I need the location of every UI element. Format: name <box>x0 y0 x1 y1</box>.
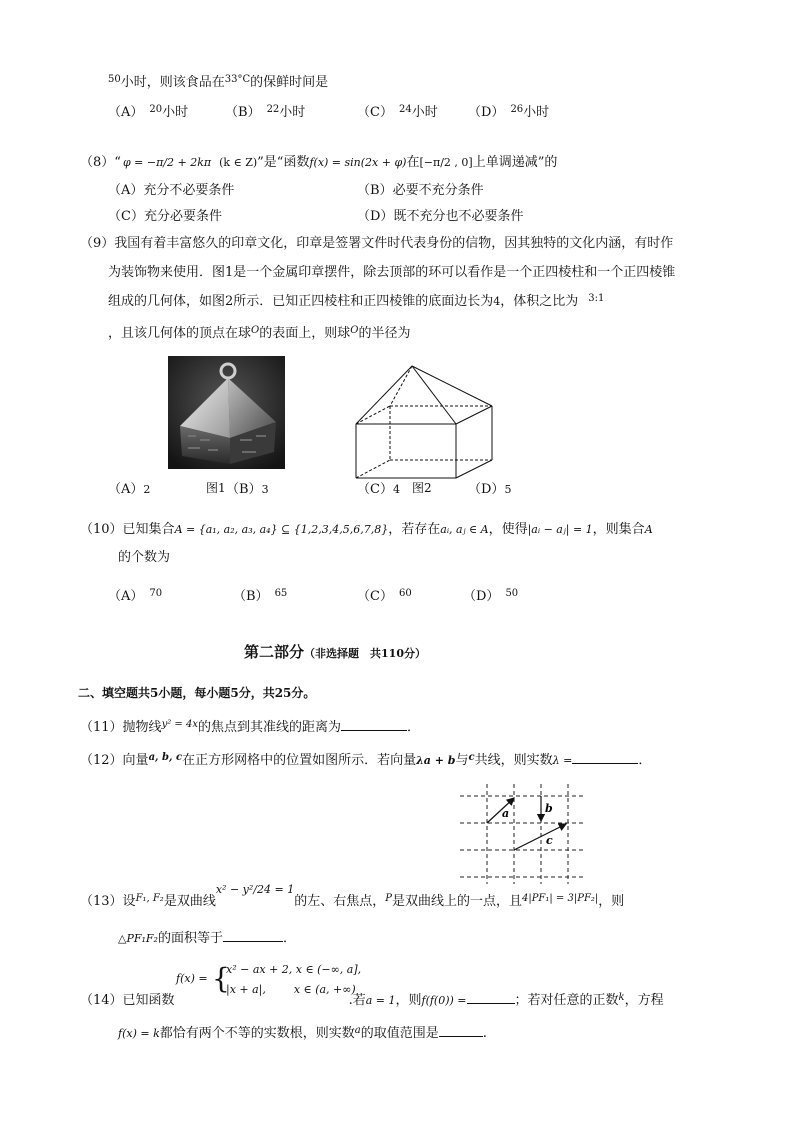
q13-foci: F₁, F₂ <box>135 893 164 904</box>
q13-text: 的左、右焦点， <box>294 894 386 909</box>
q10-option-d[interactable] <box>463 588 518 607</box>
q7-option-d[interactable] <box>468 104 549 123</box>
q10-set-expression: A = {a₁, a₂, a₃, a₄} ⊆ {1,2,3,4,5,6,7,8} <box>174 523 389 536</box>
part-2-title: 第二部分 <box>244 643 305 661</box>
q12-stem <box>80 751 651 771</box>
option-label: （B） <box>225 105 261 120</box>
q14-number: （14） <box>80 993 123 1008</box>
q11-end: ． <box>406 720 420 735</box>
q10-option-b[interactable] <box>233 588 287 607</box>
q7-stem-tail <box>108 74 328 93</box>
section-2-heading: 二、填空题共5小题，每小题5分，共25分。 <box>78 686 316 700</box>
q10-text: ，若存在 <box>388 522 441 537</box>
option-unit: 小时 <box>279 105 306 120</box>
q10-abs-expression: |aᵢ − aⱼ| = 1 <box>527 523 593 536</box>
option-text: 充分必要条件 <box>143 209 222 224</box>
q13-answer-blank[interactable] <box>223 929 283 942</box>
q7-option-c[interactable] <box>357 104 438 123</box>
q14-answer-blank-2[interactable] <box>439 1024 483 1037</box>
q11-answer-blank[interactable] <box>341 718 407 731</box>
q14-a-value: a = 1 <box>365 994 396 1007</box>
q13-text: 是双曲线 <box>163 894 216 909</box>
q7-text-1: 小时，则该食品在 <box>120 75 225 90</box>
option-label: （D） <box>468 105 505 120</box>
option-text: 2 <box>143 483 151 496</box>
q8-text-1: 是“函数 <box>263 155 310 170</box>
q8-number: （8） <box>80 155 115 170</box>
q8-quote-open: “ <box>114 155 121 170</box>
q14-text: 的取值范围是 <box>360 1026 439 1041</box>
q9-text: 的表面上，则球 <box>259 326 351 341</box>
q14-stem-line-2 <box>118 1024 487 1044</box>
q9-stem-line-3 <box>108 293 604 312</box>
option-text: 60 <box>398 588 412 599</box>
option-label: （C） <box>108 209 144 224</box>
q13-text: 的面积等于 <box>157 931 223 946</box>
q11-number: （11） <box>80 720 123 735</box>
q12-grid-figure <box>460 784 584 884</box>
q8-k-condition: (k ∈ Z) <box>219 156 258 169</box>
vector-c-arrow <box>514 824 566 850</box>
option-unit: 小时 <box>523 105 550 120</box>
q13-condition: 4|PF₁| = 3|PF₂| <box>521 893 599 904</box>
figure-1-seal-photo <box>168 356 285 469</box>
q14-equation: f(x) = k <box>118 1027 160 1040</box>
q8-option-c[interactable] <box>108 208 222 226</box>
q9-text: ，且该几何体的顶点在球 <box>108 326 252 341</box>
figure-1-caption: 图1 <box>206 481 226 495</box>
q9-sphere-label: O <box>350 325 359 336</box>
q9-sphere-label: O <box>251 325 260 336</box>
q7-text-2: 的保鲜时间是 <box>250 75 329 90</box>
q10-option-a[interactable] <box>108 588 162 607</box>
q8-option-a[interactable] <box>108 182 234 200</box>
q9-volume-ratio: 3:1 <box>588 293 605 304</box>
q14-f-def: f(x) = <box>176 972 208 985</box>
q9-option-d[interactable] <box>468 481 511 499</box>
q10-elements: aᵢ, aⱼ ∈ A <box>440 523 489 536</box>
q8-phi-expression: φ = −π/2 + 2kπ <box>122 156 212 169</box>
q9-option-a[interactable] <box>108 481 150 499</box>
q11-text: 抛物线 <box>122 720 162 735</box>
vector-a-label: a <box>502 807 510 820</box>
q11-parabola: y² = 4x <box>161 719 198 730</box>
q9-option-c[interactable] <box>357 481 400 499</box>
q9-base-length: 4 <box>493 295 501 308</box>
option-label: （D） <box>468 482 505 497</box>
figure-2-caption: 图2 <box>412 481 432 495</box>
q12-vector-c: c <box>468 752 475 763</box>
q9-stem-line-2 <box>108 264 675 282</box>
q7-option-a[interactable] <box>108 104 188 123</box>
q14-k: k <box>618 992 625 1003</box>
q12-text: 共线，则实数 <box>474 753 553 768</box>
q9-text: ，体积之比为 <box>500 294 579 309</box>
option-text: 50 <box>505 588 519 599</box>
q12-text: 与 <box>455 753 469 768</box>
q7-temperature: 33°C <box>224 74 251 85</box>
option-unit: 小时 <box>162 105 189 120</box>
option-label: （A） <box>108 183 144 198</box>
q10-stem <box>80 521 653 539</box>
q8-quote-close: ” <box>257 155 264 170</box>
q7-hours-value: 50 <box>108 74 121 85</box>
option-label: （C） <box>357 589 393 604</box>
q14-case-2: |x + a|, x ∈ (a, +∞) <box>226 983 356 996</box>
q12-answer-blank[interactable] <box>572 751 638 764</box>
q13-point-p: P <box>385 893 392 904</box>
q13-stem-line-2 <box>118 929 296 948</box>
option-label: （D） <box>463 589 500 604</box>
q14-case-1: x² − ax + 2, x ∈ (−∞, a], <box>226 963 362 976</box>
q14-ff0: f(f(0)) = <box>421 994 467 1007</box>
q9-text: 的半径为 <box>358 326 411 341</box>
q13-text: 设 <box>122 894 136 909</box>
q13-text: 是双曲线上的一点，且 <box>391 894 522 909</box>
q9-text: 我国有着丰富悠久的印章文化，印章是签署文件时代表身份的信物，因其独特的文化内涵，有时作 <box>114 236 674 251</box>
q10-set-a: A <box>644 523 653 536</box>
q14-answer-blank-1[interactable] <box>467 991 515 1004</box>
q12-text: 向量 <box>122 753 149 768</box>
q14-text: 已知函数 <box>122 993 175 1008</box>
q13-stem <box>80 883 625 912</box>
q14-text: ；若对任意的正数 <box>514 993 619 1008</box>
option-value: 26 <box>510 104 524 115</box>
q10-text: ，使得 <box>488 522 528 537</box>
q7-option-b[interactable] <box>225 104 305 123</box>
q12-vectors: a, b, c <box>148 752 183 763</box>
option-unit: 小时 <box>411 105 438 120</box>
part-2-subtitle: （非选择题 共110分） <box>304 647 426 660</box>
option-text: 65 <box>274 588 288 599</box>
option-text: 5 <box>504 483 512 496</box>
vector-a-arrow <box>487 798 514 823</box>
q14-text: ，方程 <box>624 993 664 1008</box>
vector-b-label: b <box>545 802 553 815</box>
q14-brace: { <box>212 962 230 995</box>
q14-a: a <box>354 1025 361 1036</box>
q10-text: ，则集合 <box>592 522 645 537</box>
vector-c-label: c <box>546 834 553 847</box>
option-text: 4 <box>392 483 400 496</box>
option-label: （A） <box>108 589 144 604</box>
option-label: （D） <box>357 209 394 224</box>
q12-text: 在正方形网格中的位置如图所示．若向量 <box>182 753 417 768</box>
q13-end: ． <box>282 931 296 946</box>
q11-text: 的焦点到其准线的距离为 <box>197 720 341 735</box>
q13-number: （13） <box>80 894 123 909</box>
q14-text: .若 <box>348 993 366 1008</box>
q10-stem-line-2: 的个数为 <box>118 550 171 565</box>
option-label: （C） <box>357 482 393 497</box>
q10-text: 已知集合 <box>122 522 175 537</box>
option-text: 充分不必要条件 <box>143 183 235 198</box>
q14-stem <box>80 991 664 1011</box>
q10-number: （10） <box>80 522 123 537</box>
q8-option-d[interactable] <box>357 208 523 226</box>
part-2-heading <box>244 643 426 663</box>
q11-stem <box>80 718 420 738</box>
q13-hyperbola: x² − y²/24 = 1 <box>215 883 295 896</box>
option-value: 24 <box>398 104 412 115</box>
option-value: 20 <box>149 104 163 115</box>
q12-lambda: λ = <box>552 754 573 767</box>
q9-text: 为装饰物来使用．图1是一个金属印章摆件，除去顶部的环可以看作是一个正四棱柱和一个正四棱锥 <box>108 265 676 280</box>
q13-triangle: △PF₁F₂ <box>118 932 158 945</box>
option-label: （C） <box>357 105 393 120</box>
q13-text: ，则 <box>598 894 625 909</box>
q12-combination: λa + b <box>416 754 456 767</box>
option-label: （A） <box>108 105 144 120</box>
option-text: 3 <box>261 483 269 496</box>
q14-end: . <box>482 1026 487 1041</box>
option-text: 既不充分也不必要条件 <box>393 209 524 224</box>
q8-interval: [−π/2 , 0] <box>419 156 473 169</box>
figure-2-geometry-diagram <box>352 364 498 484</box>
q9-option-b[interactable] <box>226 481 269 499</box>
option-label: （B） <box>357 183 393 198</box>
q12-end: ． <box>638 753 652 768</box>
q14-text: ，则 <box>395 993 422 1008</box>
q8-stem <box>80 154 557 172</box>
q8-function: f(x) = sin(2x + φ) <box>309 156 407 169</box>
q8-option-b[interactable] <box>357 182 484 200</box>
option-text: 必要不充分条件 <box>392 183 484 198</box>
option-label: （B） <box>233 589 269 604</box>
q8-text-2: 在 <box>406 155 420 170</box>
q9-number: （9） <box>80 236 115 251</box>
option-label: （B） <box>226 482 262 497</box>
q9-stem-line-1 <box>80 235 673 253</box>
q9-stem-line-4 <box>108 325 410 344</box>
q12-number: （12） <box>80 753 123 768</box>
q9-text: 组成的几何体，如图2所示．已知正四棱柱和正四棱锥的底面边长为 <box>108 294 494 309</box>
option-label: （A） <box>108 482 144 497</box>
q8-text-3: 上单调递减”的 <box>472 155 558 170</box>
q10-option-c[interactable] <box>357 588 412 607</box>
q14-text: 都恰有两个不等的实数根，则实数 <box>159 1026 355 1041</box>
option-value: 22 <box>266 104 280 115</box>
option-text: 70 <box>149 588 163 599</box>
